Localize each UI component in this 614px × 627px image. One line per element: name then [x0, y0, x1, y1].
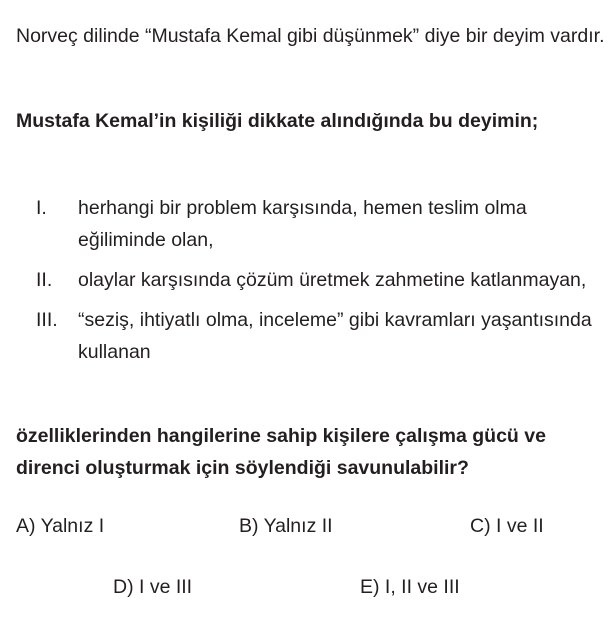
- question-stem: Mustafa Kemal’in kişiliği dikkate alındığında bu deyimin;: [16, 110, 539, 132]
- statement-item: [0, 304, 598, 368]
- option-b[interactable]: B) Yalnız II: [239, 515, 333, 537]
- statement-item: [0, 192, 598, 256]
- statement-text: olaylar karşısında çözüm üretmek zahmetine katlanmayan,: [78, 269, 587, 291]
- statement-text: herhangi bir problem karşısında, hemen teslim olma eğiliminde olan,: [78, 197, 527, 251]
- statement-numeral: III.: [36, 309, 58, 331]
- question-text: özelliklerinden hangilerine sahip kişilere çalışma gücü ve direnci oluşturmak için söylendiği savunulabilir?: [16, 425, 546, 479]
- option-a[interactable]: A) Yalnız I: [16, 515, 105, 537]
- statement-numeral: I.: [36, 197, 47, 219]
- statement-text: “seziş, ihtiyatlı olma, inceleme” gibi kavramları yaşantısında kullanan: [78, 309, 592, 363]
- intro-text: Norveç dilinde “Mustafa Kemal gibi düşünmek” diye bir deyim vardır.: [16, 25, 605, 47]
- option-e[interactable]: E) I, II ve III: [360, 576, 460, 598]
- option-c[interactable]: C) I ve II: [470, 515, 544, 537]
- statement-item: [0, 264, 598, 296]
- statement-numeral: II.: [36, 269, 53, 291]
- option-d[interactable]: D) I ve III: [113, 576, 193, 598]
- statement-list: [0, 192, 614, 376]
